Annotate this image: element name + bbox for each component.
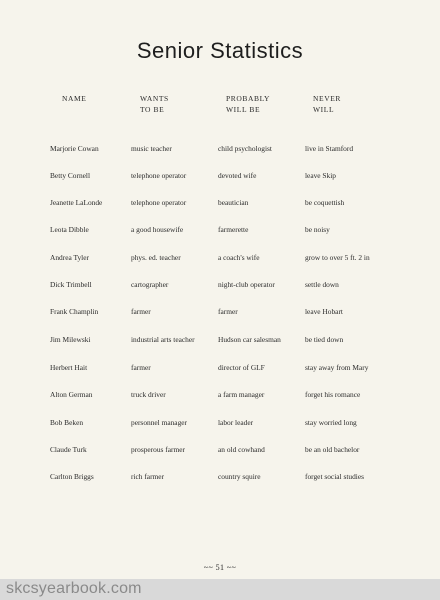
header-never-line-2: WILL <box>313 105 335 114</box>
cell-never: be coquettish <box>305 198 345 207</box>
cell-never: forget social studies <box>305 472 364 481</box>
cell-probably: labor leader <box>218 418 254 427</box>
table-row <box>0 252 440 264</box>
cell-never: stay worried long <box>305 418 357 427</box>
cell-name: Alton German <box>50 390 93 399</box>
cell-name: Jim Milewski <box>50 335 91 344</box>
page-number: ~~ 51 ~~ <box>203 563 237 572</box>
cell-never: live in Stamford <box>305 144 354 153</box>
cell-wants: phys. ed. teacher <box>131 253 181 262</box>
cell-probably: beautician <box>218 198 249 207</box>
table-row <box>0 279 440 291</box>
header-probably-line-2: WILL BE <box>226 105 261 114</box>
cell-probably: farmer <box>218 307 238 316</box>
cell-probably: a farm manager <box>218 390 265 399</box>
cell-probably: child psychologist <box>218 144 272 153</box>
cell-never: forget his romance <box>305 390 361 399</box>
cell-wants: telephone operator <box>131 198 187 207</box>
cell-never: grow to over 5 ft. 2 in <box>305 253 370 262</box>
cell-wants: cartographer <box>131 280 169 289</box>
header-never-line-1: NEVER <box>313 94 341 103</box>
header-never-will <box>313 93 341 115</box>
cell-probably: night-club operator <box>218 280 275 289</box>
cell-wants: personnel manager <box>131 418 188 427</box>
cell-name: Andrea Tyler <box>50 253 89 262</box>
cell-name: Jeanette LaLonde <box>50 198 103 207</box>
table-row <box>0 197 440 209</box>
cell-name: Herbert Hait <box>50 363 88 372</box>
cell-probably: farmerette <box>218 225 249 234</box>
cell-wants: truck driver <box>131 390 166 399</box>
cell-probably: Hudson car salesman <box>218 335 281 344</box>
cell-name: Marjorie Cowan <box>50 144 99 153</box>
table-row <box>0 224 440 236</box>
cell-name: Bob Beken <box>50 418 84 427</box>
cell-never: stay away from Mary <box>305 363 369 372</box>
watermark-bar <box>0 579 440 600</box>
cell-probably: devoted wife <box>218 171 257 180</box>
header-wants-line-1: WANTS <box>140 94 169 103</box>
cell-wants: industrial arts teacher <box>131 335 195 344</box>
table-row <box>0 143 440 155</box>
cell-probably: an old cowhand <box>218 445 265 454</box>
header-name <box>62 93 86 104</box>
header-wants-line-2: TO BE <box>140 105 165 114</box>
cell-never: be tied down <box>305 335 344 344</box>
cell-wants: rich farmer <box>131 472 165 481</box>
cell-never: settle down <box>305 280 339 289</box>
header-name-line-1: NAME <box>62 94 87 103</box>
header-probably-will-be <box>226 93 270 115</box>
cell-name: Carlton Briggs <box>50 472 94 481</box>
cell-name: Betty Cornell <box>50 171 91 180</box>
cell-never: be an old bachelor <box>305 445 360 454</box>
page-title: Senior Statistics <box>136 38 304 63</box>
cell-wants: farmer <box>131 307 151 316</box>
header-probably-line-1: PROBABLY <box>226 94 271 103</box>
cell-name: Claude Turk <box>50 445 87 454</box>
cell-wants: prosperous farmer <box>131 445 185 454</box>
cell-probably: director of GLF <box>218 363 265 372</box>
cell-never: leave Skip <box>305 171 336 180</box>
cell-name: Leota Dibble <box>50 225 89 234</box>
cell-never: be noisy <box>305 225 330 234</box>
cell-wants: farmer <box>131 363 151 372</box>
cell-name: Frank Champlin <box>50 307 99 316</box>
table-row <box>0 471 440 483</box>
cell-wants: telephone operator <box>131 171 187 180</box>
table-row <box>0 170 440 182</box>
cell-wants: music teacher <box>131 144 172 153</box>
table-row <box>0 362 440 374</box>
cell-probably: a coach's wife <box>218 253 260 262</box>
table-row <box>0 334 440 346</box>
watermark-text: skcsyearbook.com <box>6 580 142 597</box>
cell-wants: a good housewife <box>131 225 184 234</box>
cell-name: Dick Trimbell <box>50 280 92 289</box>
cell-probably: country squire <box>218 472 261 481</box>
table-row <box>0 306 440 318</box>
table-row <box>0 389 440 401</box>
table-row <box>0 417 440 429</box>
table-row <box>0 444 440 456</box>
cell-never: leave Hobart <box>305 307 343 316</box>
header-wants-to-be <box>140 93 169 115</box>
